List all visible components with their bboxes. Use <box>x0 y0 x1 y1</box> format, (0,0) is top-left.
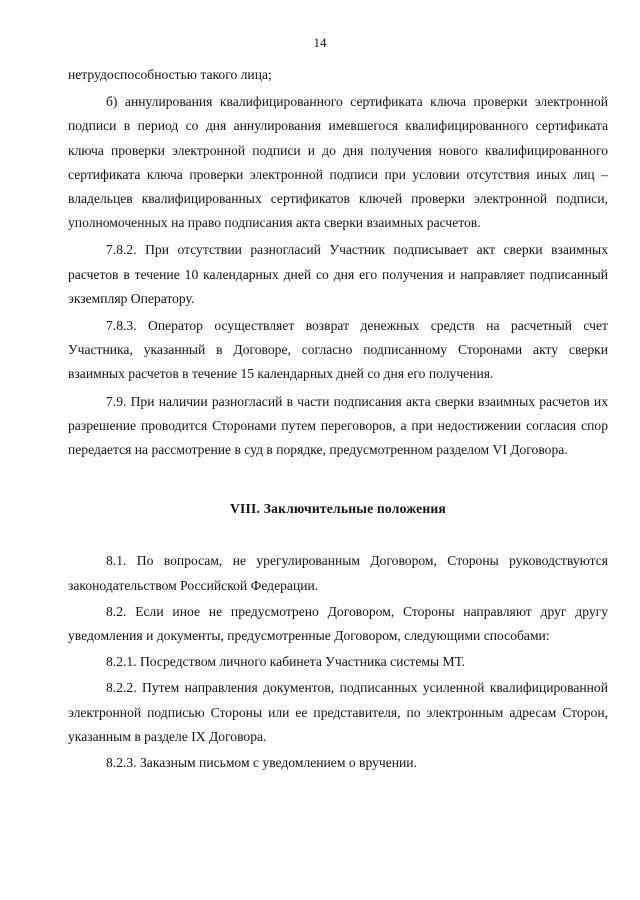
paragraph-7-9: 7.9. При наличии разногласий в части подписания акта сверки взаимных расчетов их разрешение проводится Сторонами путем переговоров, а при недостижении согласия спор передается на рассмотрение в суд в порядке, предусмотренном разделом VI Договора. <box>68 393 608 458</box>
paragraph-8-2-1: 8.2.1. Посредством личного кабинета Участника системы МТ. <box>106 654 465 670</box>
paragraph-item-b: б) аннулирования квалифицированного сертификата ключа проверки электронной подписи в период со дня аннулирования имевшегося квалифицированного сертификата ключа проверки электронной подписи и до дня получения нового квалифицированного сертификата ключа проверки электронной подписи при условии отсутствия иных лиц – владельцев квалифицированных сертификатов ключей проверки электронной подписи, уполномоченных на право подписания акта сверки взаимных расчетов. <box>68 94 608 231</box>
paragraph-8-2: 8.2. Если иное не предусмотрено Договором, Стороны направляют друг другу уведомления и документы, предусмотренные Договором, следующими способами: <box>68 603 608 644</box>
paragraph-8-2-3: 8.2.3. Заказным письмом с уведомлением о вручении. <box>106 755 417 771</box>
section-heading: VIII. Заключительные положения <box>230 501 446 517</box>
paragraph-8-1: 8.1. По вопросам, не урегулированным Договором, Стороны руководствуются законодательством Российской Федерации. <box>68 553 608 593</box>
page-number: 14 <box>313 35 327 50</box>
paragraph-7-8-2: 7.8.2. При отсутствии разногласий Участник подписывает акт сверки взаимных расчетов в течение 10 календарных дней со дня его получения и направляет подписанный экземпляр Оператору. <box>68 242 608 306</box>
paragraph-7-8-3: 7.8.3. Оператор осуществляет возврат денежных средств на расчетный счет Участника, указанный в Договоре, согласно подписанному Сторонами акту сверки взаимных расчетов в течение 15 календарных дней со дня его получения. <box>68 318 608 382</box>
paragraph-continuation: нетрудоспособностью такого лица; <box>68 67 272 82</box>
document-body <box>68 63 608 775</box>
paragraph-8-2-2: 8.2.2. Путем направления документов, подписанных усиленной квалифицированной электронной подписью Стороны или ее представителя, по электронным адресам Сторон, указанным в разделе IX Договора. <box>68 680 608 744</box>
